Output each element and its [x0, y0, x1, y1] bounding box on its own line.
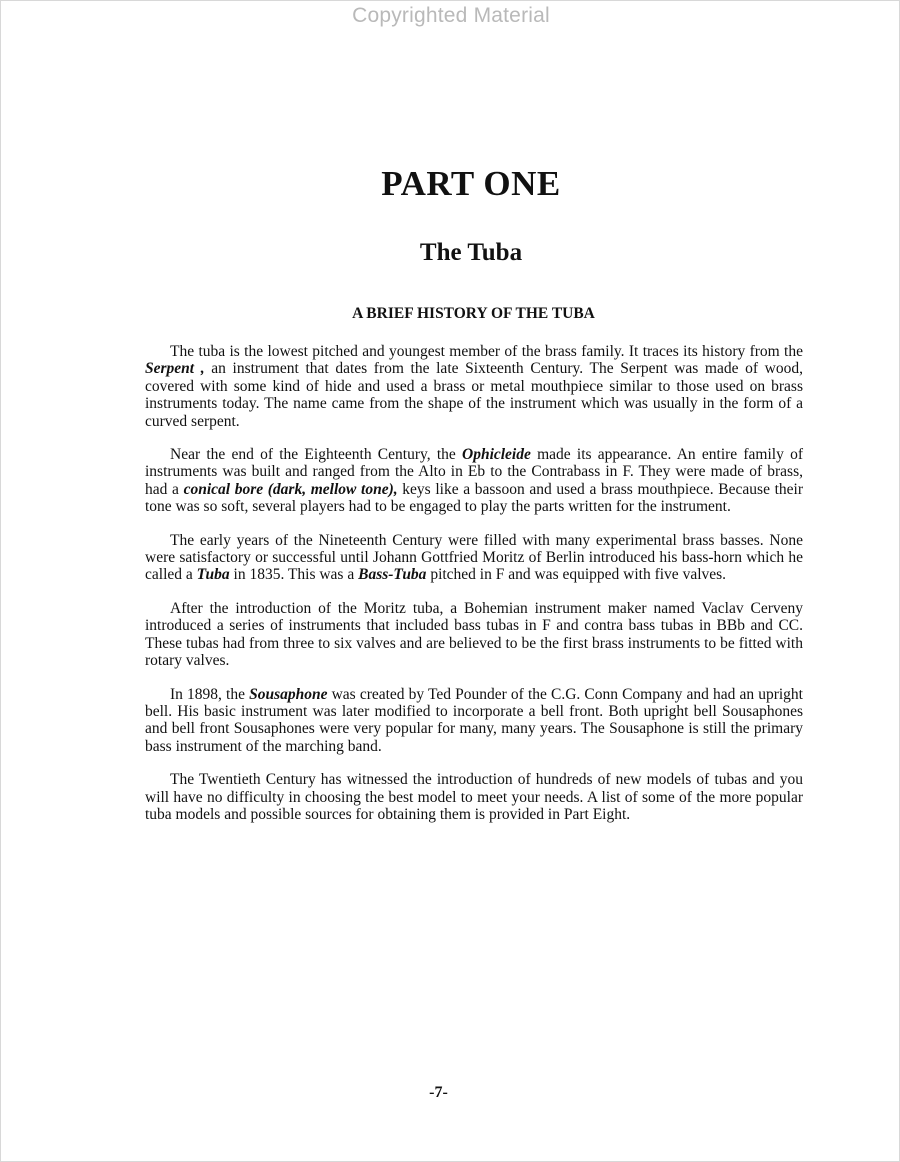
text-run: The early years of the Nineteenth Century were filled with many experimental brass basses. None were satisfactory or successful until Johann Gottfried Moritz of Berlin introduced his bass-horn which he called a [145, 531, 803, 584]
text-run: an instrument that dates from the late Sixteenth Century. The Serpent was made of wood, covered with some kind of hide and used a brass or metal mouthpiece similar to those used on brass instruments today. The name came from the shape of the instrument which was usually in the form of a curved serpent. [145, 360, 803, 430]
paragraph-moritz [145, 532, 803, 584]
paragraph-cerveny [145, 600, 803, 670]
text-run: The Twentieth Century has witnessed the introduction of hundreds of new models of tubas and you will have no difficulty in choosing the best model to meet your needs. A list of some of the more popular tuba models and possible sources for obtaining them is provided in Part Eight. [145, 771, 803, 823]
paragraph-twentieth-century [145, 771, 803, 823]
text-run: After the introduction of the Moritz tuba, a Bohemian instrument maker named Vaclav Cerveny introduced a series of instruments that included bass tubas in F and contra bass tubas in BBb and CC. These tubas had from three to six valves and are believed to be the first brass instruments to be fitted with rotary valves. [145, 599, 803, 670]
term-tuba: Tuba [196, 566, 230, 584]
text-run: made its appearance. An entire family of instruments was built and ranged from the Alto in Eb to the Contrabass in F. They were made of brass, had a [145, 446, 803, 498]
term-bass-tuba: Bass-Tuba [358, 566, 427, 584]
chapter-title: The Tuba [419, 239, 523, 266]
copyright-watermark: Copyrighted Material [352, 4, 550, 27]
text-run: The tuba is the lowest pitched and youngest member of the brass family. It traces its history from the [170, 343, 803, 360]
text-run: keys like a bassoon and used a brass mouthpiece. Because their tone was so soft, several players had to be engaged to play the parts written for the instrument. [145, 480, 804, 516]
text-run: pitched in F and was equipped with five valves. [426, 566, 727, 584]
term-sousaphone: Sousaphone [249, 685, 328, 703]
text-run: In 1898, the [170, 685, 250, 703]
paragraph-ophicleide [145, 446, 803, 516]
text-run: was created by Ted Pounder of the C.G. Conn Company and had an upright bell. His basic instrument was later modified to incorporate a bell front. Both upright bell Sousaphones and bell front Sousaphones were very popular for many, many years. The Sousaphone is still the primary bass instrument of the marching band. [145, 685, 803, 755]
text-run: in 1835. This was a [229, 566, 359, 584]
text-run: Near the end of the Eighteenth Century, the [170, 446, 462, 464]
term-ophicleide: Ophicleide [462, 446, 531, 464]
part-title: PART ONE [381, 164, 561, 203]
section-title: A BRIEF HISTORY OF THE TUBA [352, 305, 595, 322]
paragraph-sousaphone [145, 686, 803, 756]
body-text [145, 343, 803, 839]
term-conical-bore: conical bore (dark, mellow tone), [183, 480, 398, 498]
page-number: -7- [429, 1084, 448, 1101]
term-serpent: Serpent , [145, 360, 205, 378]
paragraph-serpent [145, 343, 803, 430]
